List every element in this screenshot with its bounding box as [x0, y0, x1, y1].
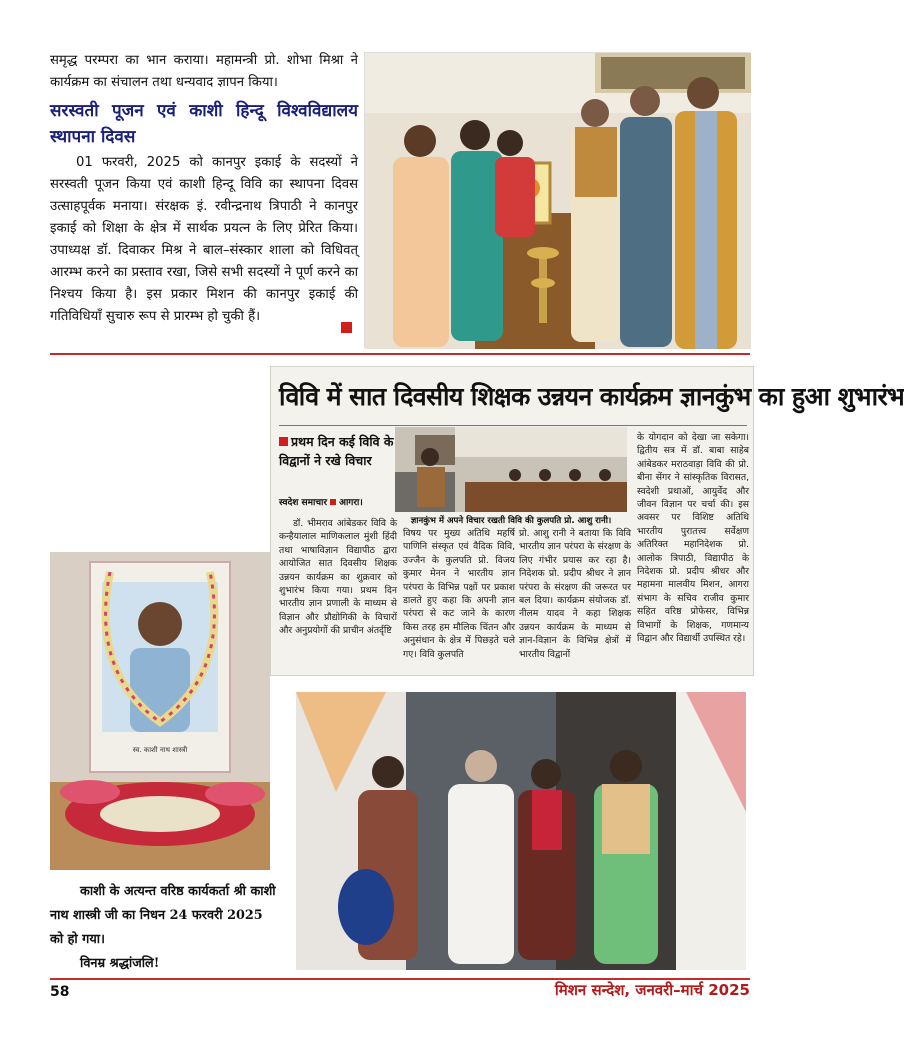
- tribute-photo: [50, 552, 270, 870]
- clipping-photo: [395, 427, 627, 512]
- clipping-byline: [279, 495, 363, 508]
- tribute-message: काशी के अत्यन्त वरिष्ठ कार्यकर्ता श्री काशी नाथ शास्त्री जी का निधन 24 फरवरी 2025 को हो गया।: [50, 884, 276, 947]
- section-divider: [50, 353, 750, 355]
- group-photo: [296, 692, 746, 970]
- top-article: [50, 50, 358, 328]
- article-body: 01 फरवरी, 2025 को कानपुर इकाई के सदस्यों ने सरस्वती पूजन किया एवं काशी हिन्दू विवि का स्थापना दिवस उत्साहपूर्वक मनाया। संरक्षक इं. रवीन्द्रनाथ त्रिपाठी ने कानपुर इकाई को शिक्षा के क्षेत्र में सार्थक प्रयत्न के लिए प्रेरित किया। उपाध्यक्ष डॉ. दिवाकर मिश्र ने बाल–संस्कार शाला को विधिवत् आरम्भ करने का प्रस्ताव रखा, जिसे सभी सदस्यों ने पूर्ण करने का निश्चय किया है। इस प्रकार मिशन की कानपुर इकाई की गतिविधियाँ सुचारु रूप से प्रारम्भ हो चुकी हैं।: [50, 155, 358, 324]
- clipping-headline: विवि में सात दिवसीय शिक्षक उन्नयन कार्यक्रम ज्ञानकुंभ का हुआ शुभारंभ: [279, 382, 904, 411]
- intro-paragraph: समृद्ध परम्परा का भान कराया। महामन्त्री प्रो. शोभा मिश्रा ने कार्यक्रम का संचालन तथा धन्यवाद ज्ञापन किया।: [50, 53, 358, 90]
- byline-square-icon: [330, 499, 336, 505]
- clipping-rule: [279, 425, 747, 426]
- page-number: 58: [50, 984, 70, 1000]
- bullet-square-icon: [279, 437, 288, 446]
- saraswati-puja-photo: [364, 52, 750, 348]
- tribute-shraddhanjali: विनम्र श्रद्धांजलि!: [80, 956, 160, 971]
- end-mark: [341, 322, 352, 333]
- clipping-column-4: के योगदान को देखा जा सकेगा। द्वितीय सत्र में डॉ. बाबा साहेब आंबेडकर मराठवाड़ा विवि की प्रो. बीना सेंगर ने सांस्कृतिक विरासत, स्वदेशी प्रथाओं, आयुर्वेद और जीवन विज्ञान पर चर्चा की। इस अवसर पर विशिष्ट अतिथि भारतीय पुरातत्त्व सर्वेक्षण अतिरिक्त महानिदेशक प्रो. आलोक त्रिपाठी, विद्यापीठ के निदेशक प्रो. प्रदीप श्रीधर और महामना मालवीय मिशन, आगरा संभाग के सचिव राजीव कुमार सहित वरिष्ठ प्रोफेसर, विभिन्न विभागों के शिक्षक, गणमान्य विद्वान और विद्यार्थी उपस्थित रहे।: [637, 432, 749, 645]
- article-heading: सरस्वती पूजन एवं काशी हिन्दू विश्वविद्यालय स्थापना दिवस: [50, 101, 358, 147]
- clipping-column-3: प्रो. आशु रानी ने बताया कि विवि भारतीय ज्ञान परंपरा के संरक्षण के लिए गंभीर प्रयास कर रहा है। निदेशक प्रो. प्रदीप श्रीधर ने ज्ञान परंपरा के संरक्षण की जरूरत पर बल दिया। कार्यक्रम संयोजक डॉ. नीलम यादव ने कहा शिक्षक उन्नयन कार्यक्रम के माध्यम से ज्ञान-विज्ञान के विभिन्न क्षेत्रों में भारतीय विद्वानों: [519, 528, 631, 660]
- clipping-subhead: [279, 431, 397, 469]
- photo-nameplate: स्व. काशी नाथ शास्त्री: [132, 746, 188, 754]
- byline-city: आगरा।: [339, 498, 363, 508]
- byline-source: स्वदेश समाचार: [279, 498, 328, 508]
- newspaper-clipping: [270, 366, 904, 676]
- publication-title: मिशन सन्देश, जनवरी–मार्च 2025: [554, 981, 750, 999]
- subhead-text: प्रथम दिन कई विवि के विद्वानों ने रखे विचार: [279, 434, 394, 468]
- clipping-column-2: विषय पर मुख्य अतिथि महर्षि पाणिनि संस्कृत एवं वैदिक विवि, उज्जैन के कुलपति प्रो. विजय कुमार मेनन ने भारतीय ज्ञान परंपरा के विभिन्न पक्षों पर प्रकाश डालते हुए कहा कि अपनी ज्ञान परंपरा से कट जाने के कारण किस तरह हम मौलिक चिंतन और अनुसंधान के क्षेत्र में पिछड़ते चले गए। विवि कुलपति: [403, 528, 515, 660]
- clipping-photo-caption: ज्ञानकुंभ में अपने विचार रखती विवि की कुलपति प्रो. आशु रानी।: [410, 516, 612, 526]
- tribute-text: [50, 880, 278, 976]
- clipping-column-1: डॉ. भीमराव आंबेडकर विवि के कन्हैयालाल माणिकलाल मुंशी हिंदी तथा भाषाविज्ञान विद्यापीठ द्वारा आयोजित सात दिवसीय शिक्षक उन्नयन कार्यक्रम का शुक्रवार को शुभारंभ किया गया। प्रथम दिन भारतीय ज्ञान प्रणाली के माध्यम से विज्ञान और प्रौद्योगिकी के विचारों और अनुप्रयोगों की प्राचीन अंतर्दृष्टि: [279, 518, 397, 637]
